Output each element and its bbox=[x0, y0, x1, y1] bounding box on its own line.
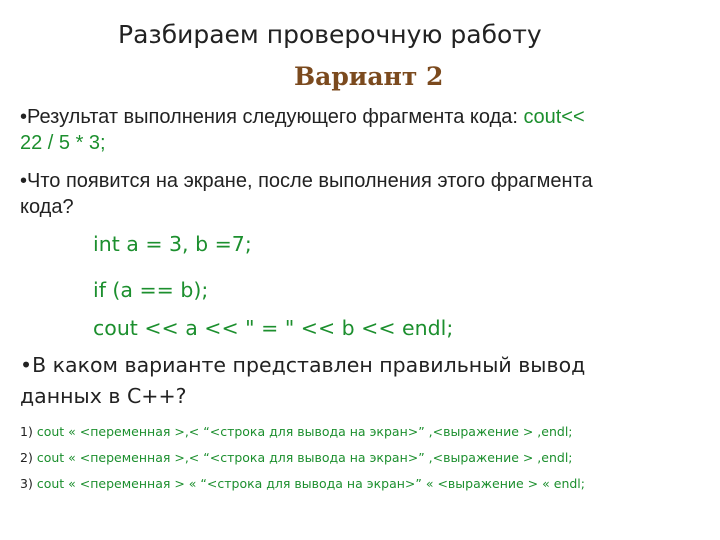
question-1 bbox=[20, 104, 710, 156]
bullet: • bbox=[20, 106, 28, 128]
question-3 bbox=[20, 350, 710, 412]
code-line-2: if (a == b); bbox=[93, 278, 209, 302]
question-2-text-line1: Что появится на экране, после выполнения этого фрагмента bbox=[27, 170, 593, 192]
option-text: cout « <переменная > « “<строка для вывода на экран>” « <выражение > « endl; bbox=[36, 476, 585, 491]
question-1-code-part2: 22 / 5 * 3; bbox=[20, 132, 106, 154]
question-3-text-line1: В каком варианте представлен правильный вывод bbox=[32, 353, 586, 377]
answer-option-2 bbox=[20, 450, 573, 465]
answer-option-1 bbox=[20, 424, 573, 439]
option-number: 3) bbox=[20, 476, 33, 491]
option-number: 1) bbox=[20, 424, 33, 439]
question-2-text-line2: кода? bbox=[20, 196, 74, 218]
answer-option-3 bbox=[20, 476, 585, 491]
bullet: • bbox=[20, 170, 28, 192]
code-line-1: int a = 3, b =7; bbox=[93, 232, 252, 256]
option-number: 2) bbox=[20, 450, 33, 465]
bullet: • bbox=[20, 353, 33, 377]
code-line-3: cout << a << " = " << b << endl; bbox=[93, 316, 454, 340]
question-1-code-part1: cout<< bbox=[523, 106, 585, 128]
variant-heading: Вариант 2 bbox=[294, 62, 444, 91]
question-3-text-line2: данных в С++? bbox=[20, 384, 187, 408]
question-2 bbox=[20, 168, 710, 220]
option-text: cout « <переменная >,< “<строка для вывода на экран>” ,<выражение > ,endl; bbox=[36, 450, 573, 465]
question-1-text: Результат выполнения следующего фрагмента кода: bbox=[27, 106, 524, 128]
slide-title: Разбираем проверочную работу bbox=[118, 20, 542, 49]
option-text: cout « <переменная >,< “<строка для вывода на экран>” ,<выражение > ,endl; bbox=[36, 424, 573, 439]
